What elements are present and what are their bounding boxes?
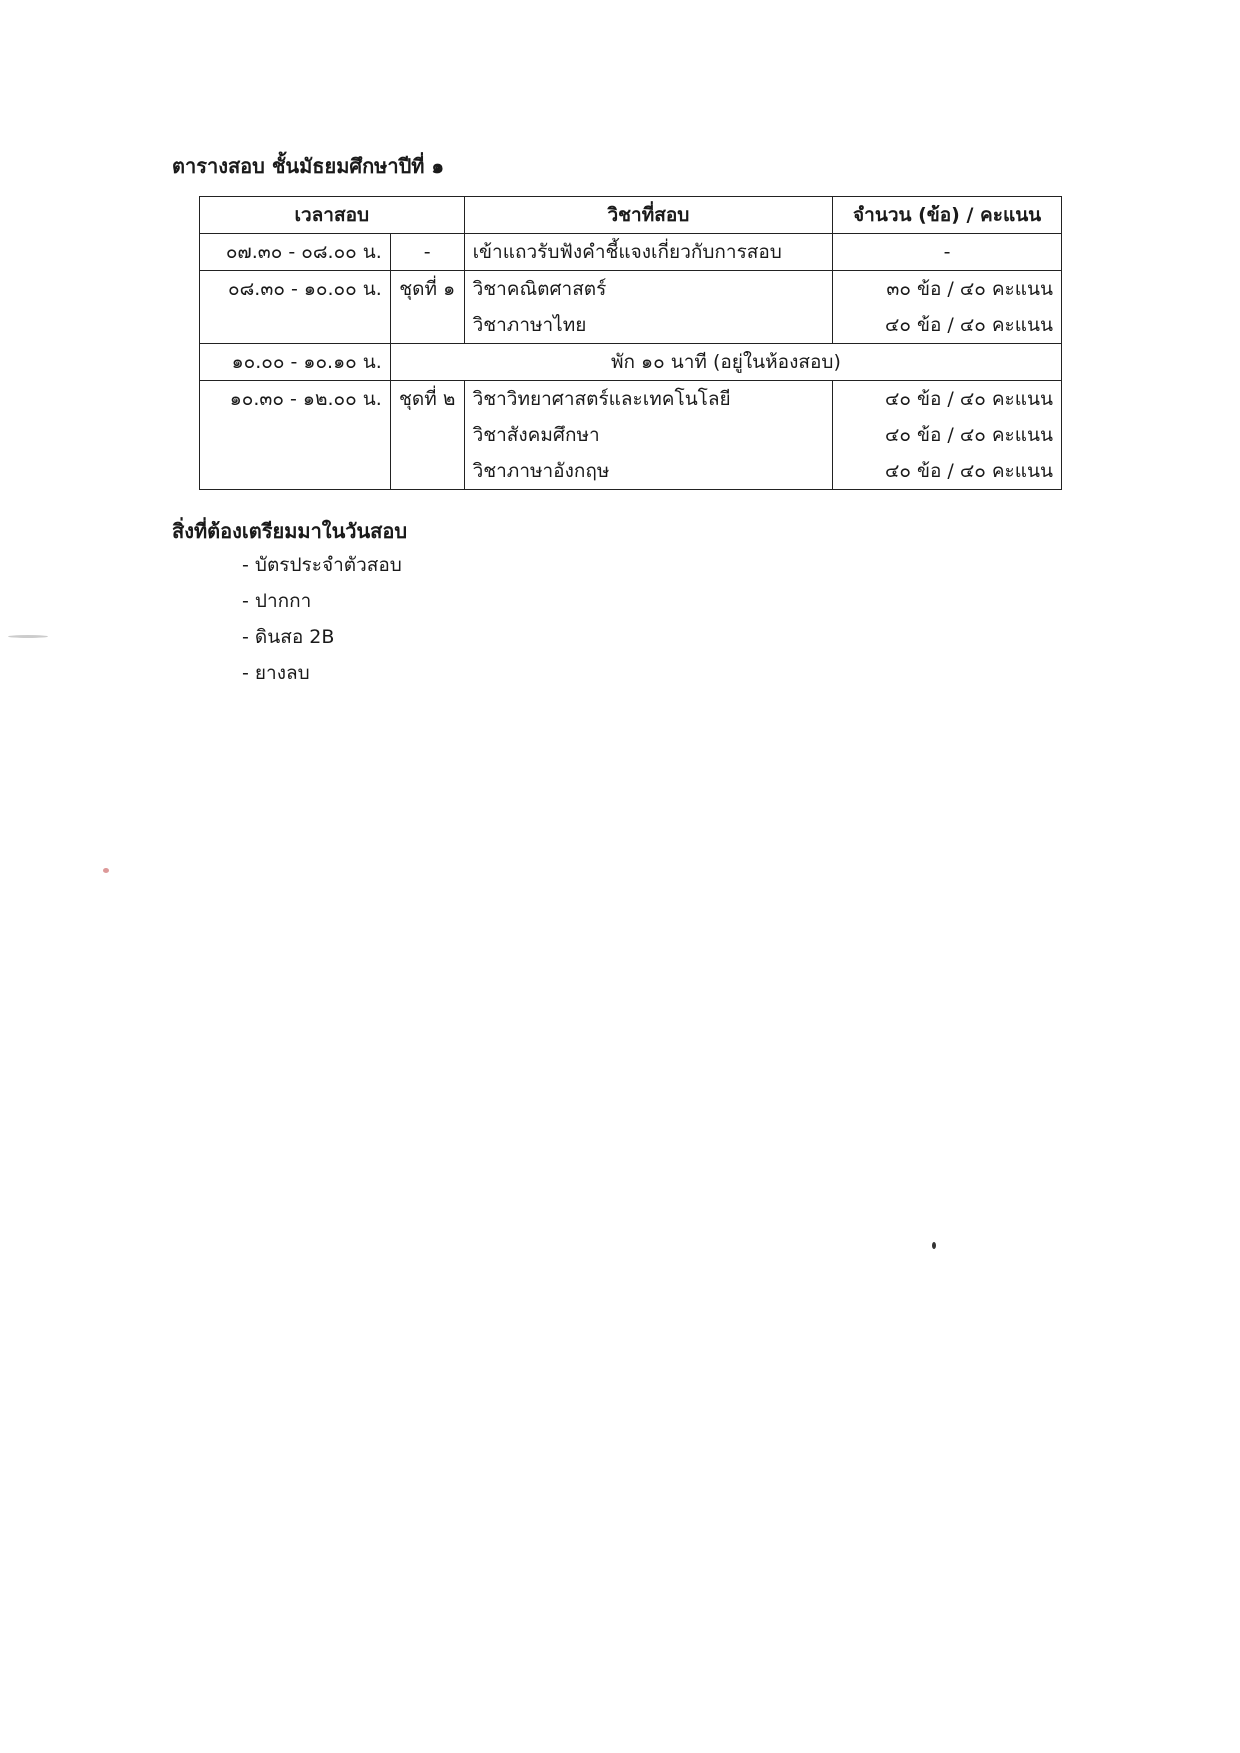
table-row (200, 381, 1062, 490)
exam-schedule-table (199, 196, 1062, 490)
time-cell: ๑๐.๐๐ - ๑๐.๑๐ น. (200, 344, 391, 381)
prep-list (242, 547, 402, 691)
scan-speck (103, 868, 109, 873)
header-subject: วิชาที่สอบ (464, 197, 833, 234)
subject-cell: วิชาคณิตศาสตร์ วิชาภาษาไทย (464, 271, 833, 344)
table-header-row (200, 197, 1062, 234)
list-item: - บัตรประจำตัวสอบ (242, 554, 402, 576)
score-cell: ๔๐ ข้อ / ๔๐ คะแนน ๔๐ ข้อ / ๔๐ คะแนน ๔๐ ข้อ / ๔๐ คะแนน (833, 381, 1062, 490)
scan-speck (932, 1242, 936, 1249)
scan-speck (8, 635, 48, 638)
prep-section-title: สิ่งที่ต้องเตรียมมาในวันสอบ (172, 519, 408, 543)
list-item: - ดินสอ 2B (242, 626, 335, 648)
list-item: - ยางลบ (242, 662, 310, 684)
table-row (200, 234, 1062, 271)
header-score: จำนวน (ข้อ) / คะแนน (833, 197, 1062, 234)
score-cell: ๓๐ ข้อ / ๔๐ คะแนน ๔๐ ข้อ / ๔๐ คะแนน (833, 271, 1062, 344)
table-row-break (200, 344, 1062, 381)
time-cell: ๐๗.๓๐ - ๐๘.๐๐ น. (200, 234, 391, 271)
subject-cell: เข้าแถวรับฟังคำชี้แจงเกี่ยวกับการสอบ (464, 234, 833, 271)
list-item: - ปากกา (242, 590, 312, 612)
table-row (200, 271, 1062, 344)
time-cell: ๑๐.๓๐ - ๑๒.๐๐ น. (200, 381, 391, 490)
set-cell: ชุดที่ ๑ (390, 271, 464, 344)
set-cell: ชุดที่ ๒ (390, 381, 464, 490)
set-cell: - (390, 234, 464, 271)
page-title: ตารางสอบ ชั้นมัธยมศึกษาปีที่ ๑ (172, 154, 445, 178)
header-time: เวลาสอบ (200, 197, 465, 234)
time-cell: ๐๘.๓๐ - ๑๐.๐๐ น. (200, 271, 391, 344)
break-cell: พัก ๑๐ นาที (อยู่ในห้องสอบ) (390, 344, 1061, 381)
score-cell: - (833, 234, 1062, 271)
subject-cell: วิชาวิทยาศาสตร์และเทคโนโลยี วิชาสังคมศึกษา วิชาภาษาอังกฤษ (464, 381, 833, 490)
